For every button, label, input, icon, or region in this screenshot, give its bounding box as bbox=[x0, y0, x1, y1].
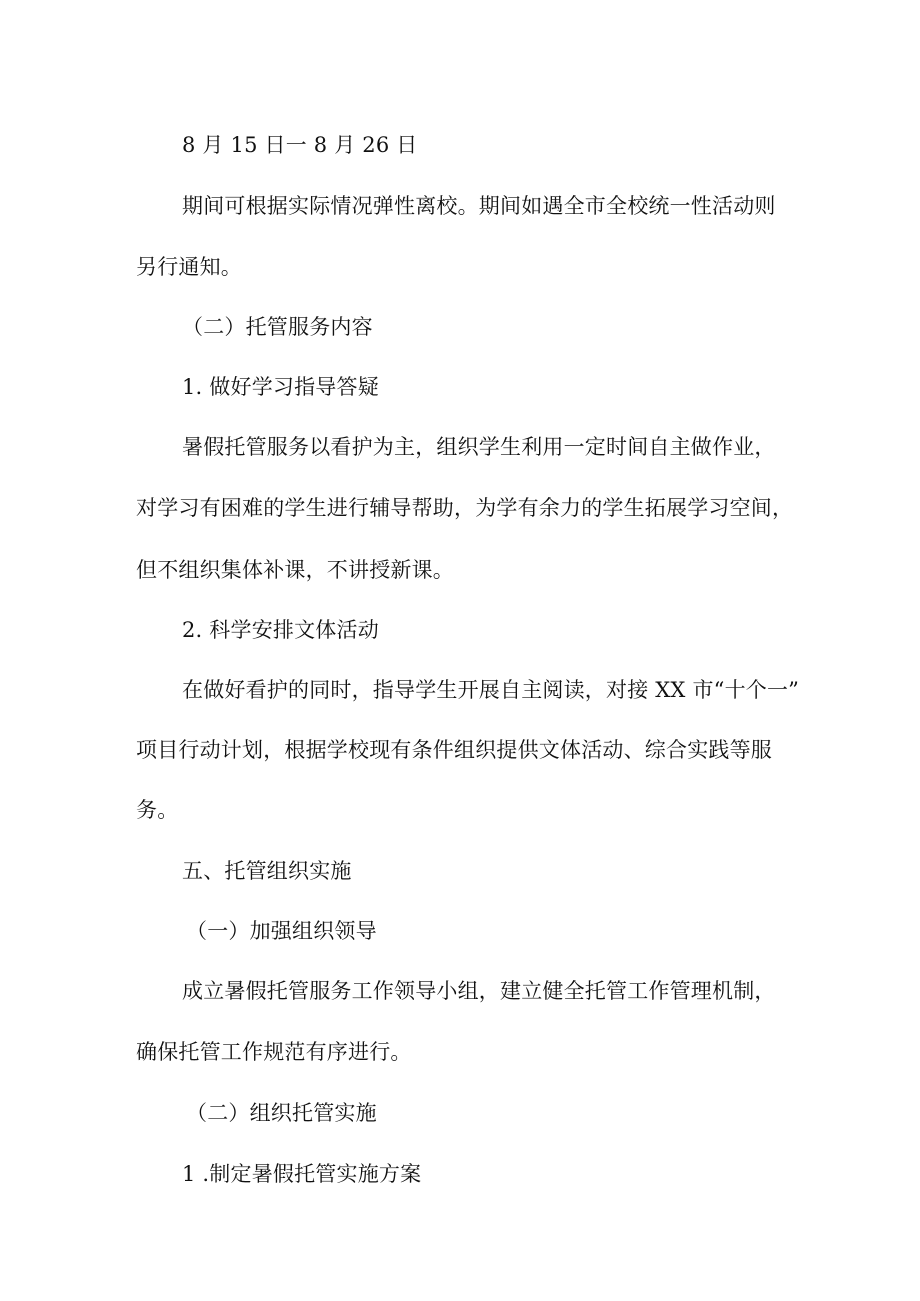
section-heading: （二）托管服务内容 bbox=[182, 315, 373, 339]
paragraph-line: 期间可根据实际情况弹性离校。期间如遇全市全校统一性活动则 bbox=[182, 194, 776, 218]
subsection-heading: 1. 做好学习指导答疑 bbox=[182, 375, 379, 399]
section-heading: （二）组织托管实施 bbox=[186, 1101, 377, 1125]
subsection-heading: 2. 科学安排文体活动 bbox=[182, 618, 379, 642]
paragraph-line: 暑假托管服务以看护为主，组织学生利用一定时间自主做作业， bbox=[182, 435, 776, 459]
paragraph-line: 确保托管工作规范有序进行。 bbox=[136, 1040, 412, 1064]
paragraph-line: 成立暑假托管服务工作领导小组，建立健全托管工作管理机制， bbox=[182, 979, 776, 1003]
subsection-heading: 1 .制定暑假托管实施方案 bbox=[182, 1162, 422, 1186]
paragraph-line: 务。 bbox=[136, 798, 179, 822]
paragraph-line: 但不组织集体补课，不讲授新课。 bbox=[136, 558, 454, 582]
paragraph-line: 项目行动计划，根据学校现有条件组织提供文体活动、综合实践等服 bbox=[136, 738, 772, 762]
paragraph-line: 在做好看护的同时，指导学生开展自主阅读，对接 XX 市“十个一” bbox=[182, 678, 800, 702]
date-range-line: 8 月 15 日一 8 月 26 日 bbox=[182, 133, 418, 157]
paragraph-line: 另行通知。 bbox=[136, 255, 242, 279]
paragraph-line: 对学习有困难的学生进行辅导帮助，为学有余力的学生拓展学习空间， bbox=[136, 496, 794, 520]
section-heading: （一）加强组织领导 bbox=[186, 919, 377, 943]
chapter-heading: 五、托管组织实施 bbox=[182, 859, 352, 883]
